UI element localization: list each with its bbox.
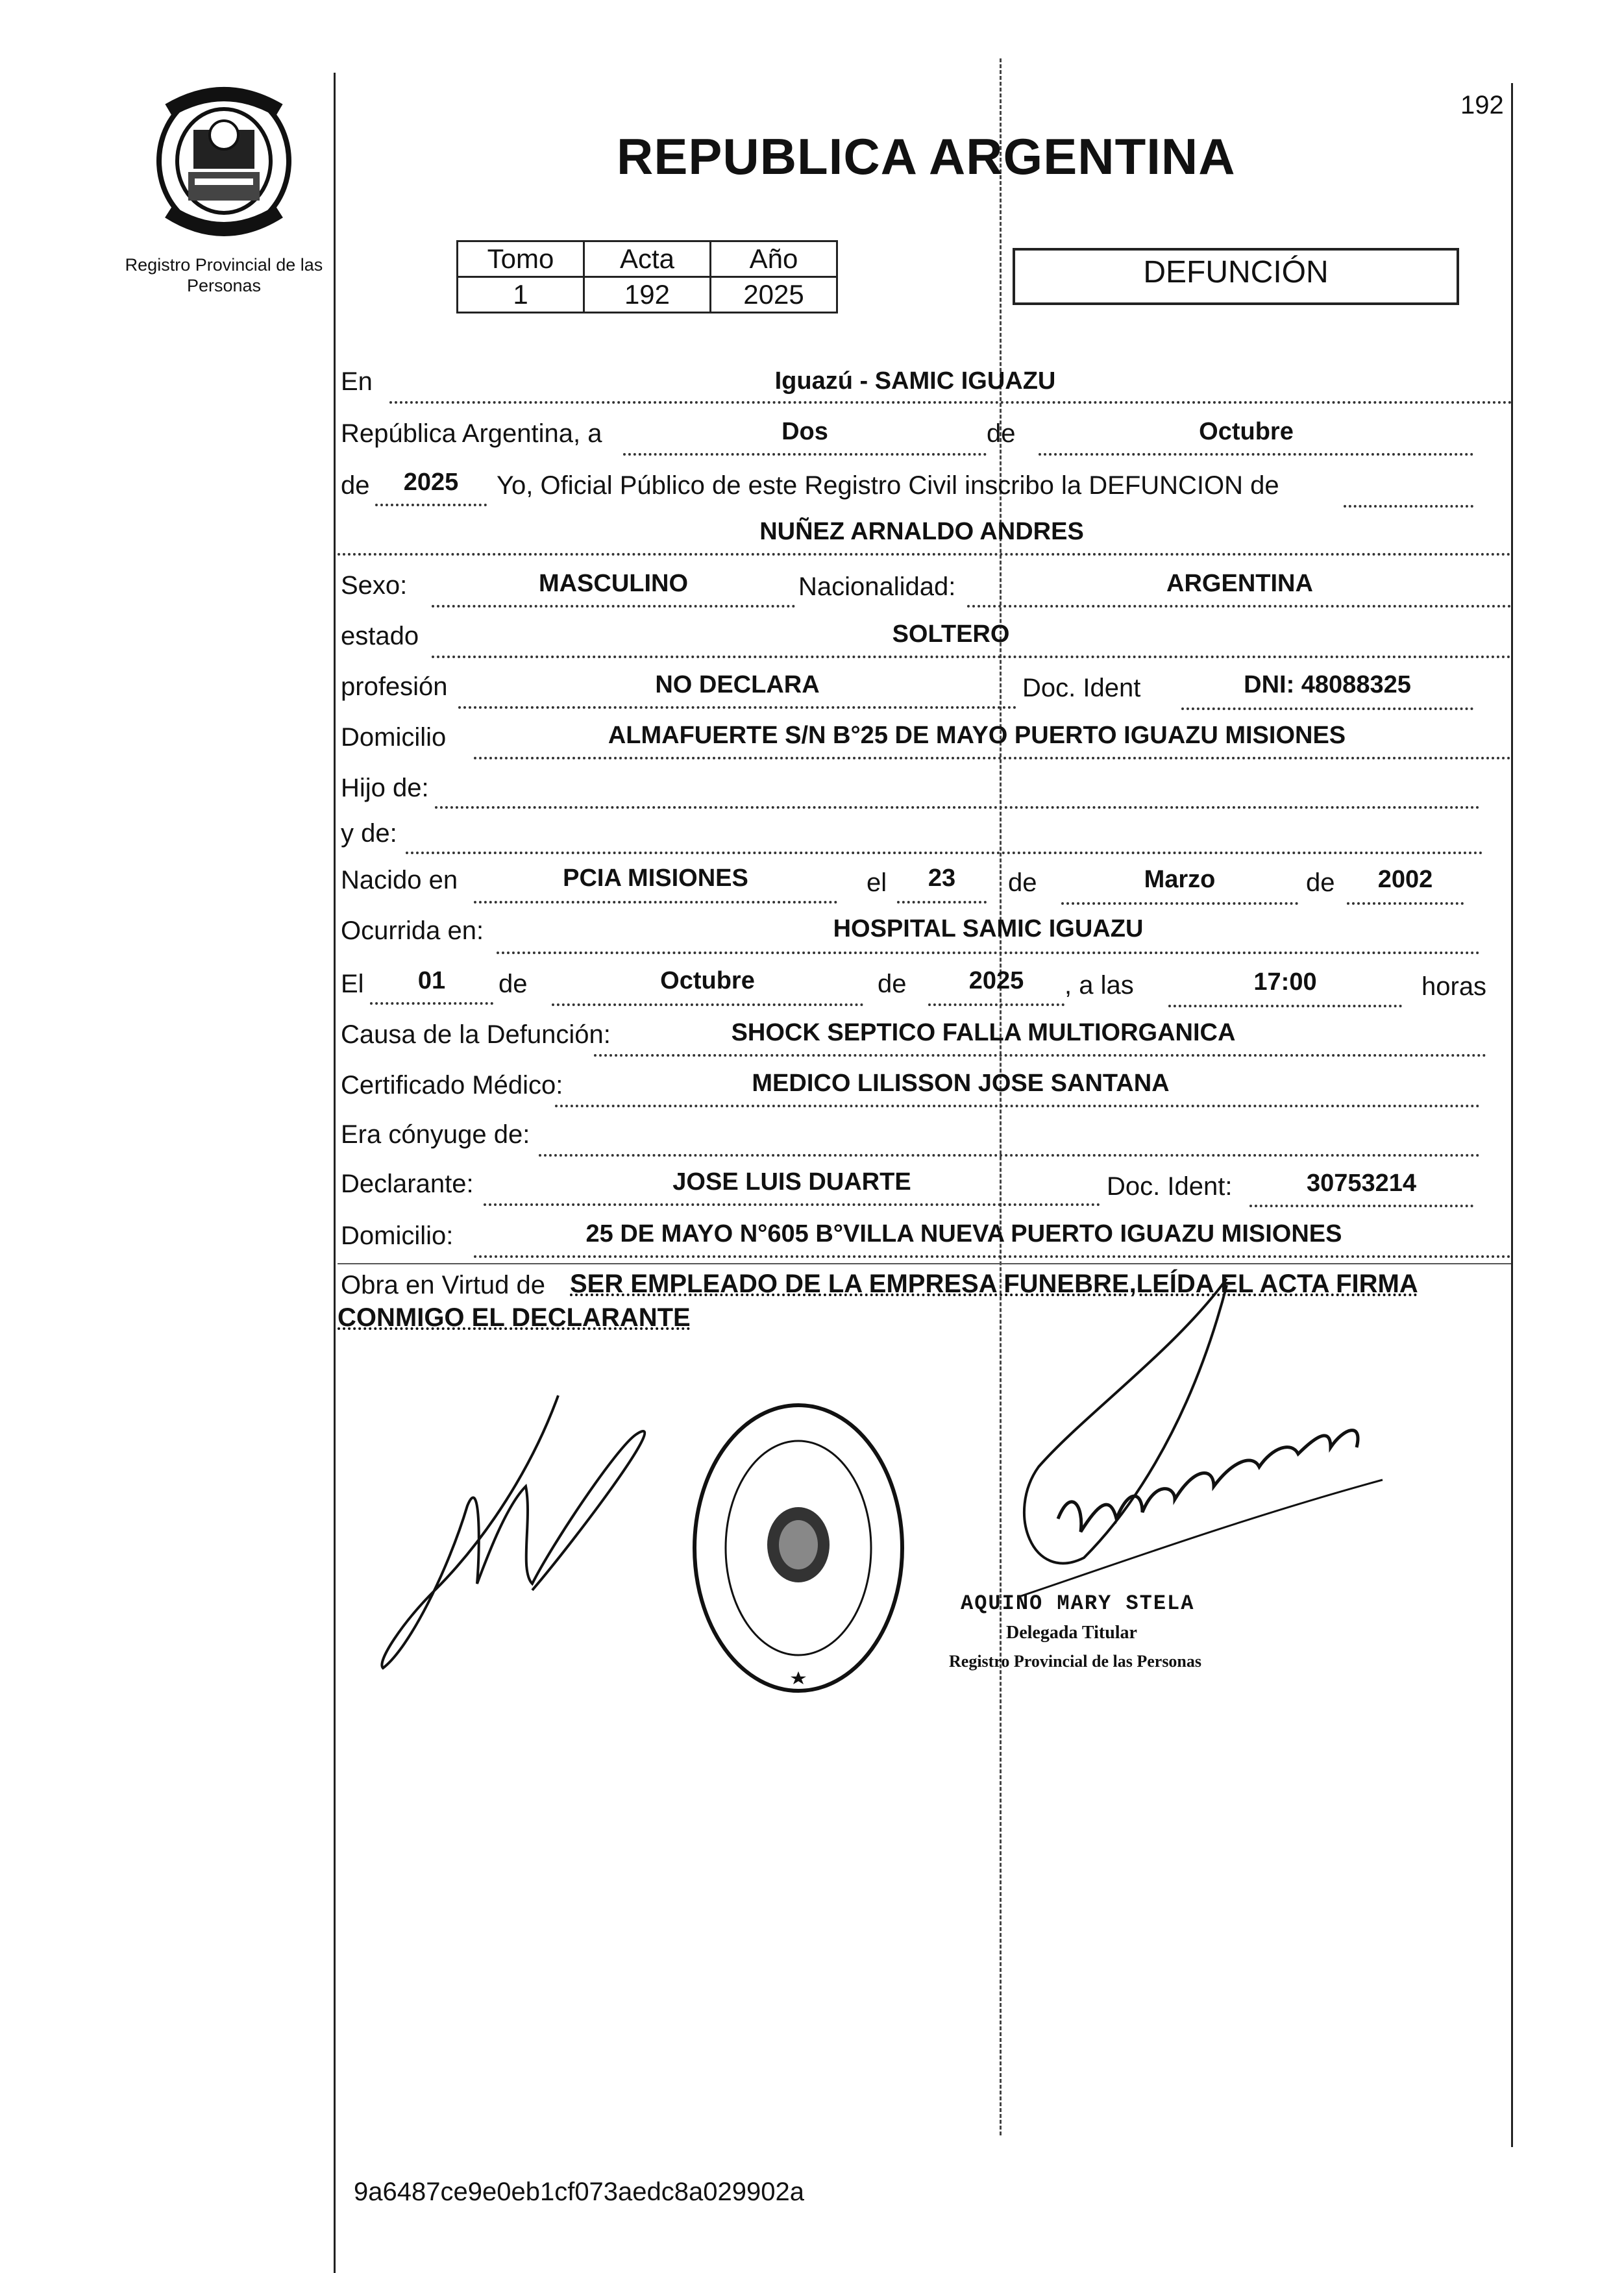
def-mes-value: Octubre (660, 967, 755, 994)
signature-scribble-icon (338, 1376, 701, 1688)
def-hora-line (1168, 1005, 1402, 1007)
profesion-value: NO DECLARA (655, 671, 820, 698)
nacionalidad-label: Nacionalidad: (798, 572, 956, 601)
nac-dia-value: 23 (928, 865, 956, 892)
domicilio-value: ALMAFUERTE S/N B°25 DE MAYO PUERTO IGUAZU MISIONES (608, 722, 1346, 749)
causa-value: SHOCK SEPTICO FALLA MULTIORGANICA (731, 1019, 1236, 1046)
nac-dia-line (897, 901, 987, 903)
certificado-value: MEDICO LILISSON JOSE SANTANA (752, 1070, 1170, 1097)
def-mes-line (552, 1003, 863, 1006)
domicilio-label: Domicilio (341, 723, 447, 752)
ocurrida-label: Ocurrida en: (341, 916, 484, 945)
domicilio-line (474, 757, 1511, 759)
anio-header: Año (711, 241, 837, 277)
nac-de2-label: de (1306, 868, 1335, 897)
declarante-value: JOSE LUIS DUARTE (672, 1168, 911, 1196)
en-line (389, 401, 1512, 404)
estado-line (432, 656, 1511, 658)
def-hora-value: 17:00 (1253, 968, 1317, 996)
stamp-icon (688, 1395, 909, 1701)
nacionalidad-line (967, 605, 1511, 608)
page-title: REPUBLICA ARGENTINA (617, 128, 1236, 185)
oficial-text: Yo, Oficial Público de este Registro Civil inscribo la DEFUNCION de (497, 471, 1279, 500)
alas-label: , a las (1064, 971, 1134, 1000)
domicilio2-line (474, 1255, 1511, 1258)
nombre-value: NUÑEZ ARNALDO ANDRES (759, 518, 1084, 545)
page-number: 192 (1460, 91, 1504, 119)
anio-line (375, 504, 487, 506)
El-label: El (341, 970, 364, 998)
obra-separator (338, 1263, 1511, 1264)
sexo-line (432, 605, 795, 608)
doc-ident-line (1181, 707, 1473, 710)
acta-header: Acta (584, 241, 711, 277)
estado-value: SOLTERO (892, 620, 1010, 648)
def-dia-line (370, 1002, 493, 1005)
record-number-table (456, 240, 838, 313)
certificado-label: Certificado Médico: (341, 1071, 563, 1100)
declarante-line (484, 1203, 1100, 1206)
el-label: el (867, 868, 887, 897)
hijo-line (435, 806, 1480, 809)
profesion-line (458, 706, 1016, 709)
mes-line (1039, 453, 1473, 456)
official-signature-scribble-icon (928, 1272, 1421, 1610)
causa-label: Causa de la Defunción: (341, 1020, 611, 1049)
document-type-label: DEFUNCIÓN (1143, 255, 1329, 289)
official-role: Delegada Titular (1006, 1623, 1137, 1643)
tomo-value: 1 (458, 277, 584, 313)
ocurrida-value: HOSPITAL SAMIC IGUAZU (833, 915, 1144, 942)
declarant-signature (338, 1376, 701, 1688)
dia-line (623, 453, 987, 456)
yde-label: y de: (341, 819, 397, 848)
anio-value: 2025 (403, 469, 459, 496)
dia-value: Dos (781, 418, 828, 445)
estado-label: estado (341, 622, 419, 650)
republica-label: República Argentina, a (341, 419, 602, 448)
oficial-trailing-line (1344, 505, 1473, 508)
en-value: Iguazú - SAMIC IGUAZU (774, 367, 1056, 395)
nac-mes-value: Marzo (1144, 866, 1216, 893)
mes-value: Octubre (1199, 418, 1294, 445)
de2-label: de (341, 471, 370, 500)
def-anio-line (928, 1003, 1064, 1006)
province-seal-logo (156, 84, 292, 237)
en-label: En (341, 367, 373, 396)
nacionalidad-value: ARGENTINA (1166, 570, 1313, 597)
causa-line (594, 1054, 1486, 1057)
obra-value-line2: CONMIGO EL DECLARANTE (338, 1303, 691, 1332)
official-stamp (688, 1395, 909, 1701)
def-dia-value: 01 (417, 967, 446, 994)
right-margin-line (1511, 83, 1513, 2147)
doc-ident2-value: 30753214 (1306, 1170, 1417, 1197)
sexo-label: Sexo: (341, 571, 408, 600)
nac-de-label: de (1008, 868, 1037, 897)
registry-label: Registro Provincial de las Personas (125, 255, 323, 295)
doc-ident-label: Doc. Ident (1022, 674, 1141, 702)
nac-anio-line (1347, 902, 1464, 905)
obra-value-line1: SER EMPLEADO DE LA EMPRESA FUNEBRE,LEÍDA EL ACTA FIRMA (570, 1270, 1418, 1298)
official-name: AQUINO MARY STELA (961, 1591, 1195, 1616)
acta-value: 192 (584, 277, 711, 313)
declarante-label: Declarante: (341, 1170, 474, 1198)
conyuge-label: Era cónyuge de: (341, 1120, 530, 1149)
nac-mes-line (1061, 902, 1298, 905)
yde-line (406, 852, 1483, 854)
doc-ident2-line (1249, 1205, 1473, 1207)
nac-anio-value: 2002 (1377, 866, 1433, 893)
tomo-header: Tomo (458, 241, 584, 277)
domicilio2-value: 25 DE MAYO N°605 B°VILLA NUEVA PUERTO IGUAZU MISIONES (585, 1220, 1342, 1247)
anio-value: 2025 (711, 277, 837, 313)
official-org: Registro Provincial de las Personas (949, 1652, 1202, 1671)
seal-emblem-icon (156, 84, 292, 237)
left-margin-line (334, 73, 336, 2273)
horas-label: horas (1421, 972, 1487, 1001)
nacido-value: PCIA MISIONES (563, 865, 748, 892)
sexo-value: MASCULINO (538, 570, 689, 597)
ocurrida-line (497, 952, 1480, 954)
def-de2-label: de (878, 970, 907, 998)
def-anio-value: 2025 (968, 967, 1024, 994)
document-hash: 9a6487ce9e0eb1cf073aedc8a029902a (354, 2178, 805, 2206)
doc-ident-value: DNI: 48088325 (1244, 671, 1411, 698)
official-signature (928, 1272, 1421, 1610)
def-de-label: de (498, 970, 528, 998)
obra-label: Obra en Virtud de (341, 1271, 546, 1299)
nacido-line (474, 901, 837, 903)
domicilio2-label: Domicilio: (341, 1222, 454, 1250)
profesion-label: profesión (341, 672, 448, 701)
certificado-line (555, 1105, 1480, 1107)
nacido-label: Nacido en (341, 866, 458, 894)
doc-ident2-label: Doc. Ident: (1107, 1172, 1233, 1201)
nombre-line (338, 553, 1511, 556)
de-label: de (987, 419, 1016, 448)
hijo-label: Hijo de: (341, 774, 429, 802)
conyuge-line (539, 1154, 1480, 1157)
